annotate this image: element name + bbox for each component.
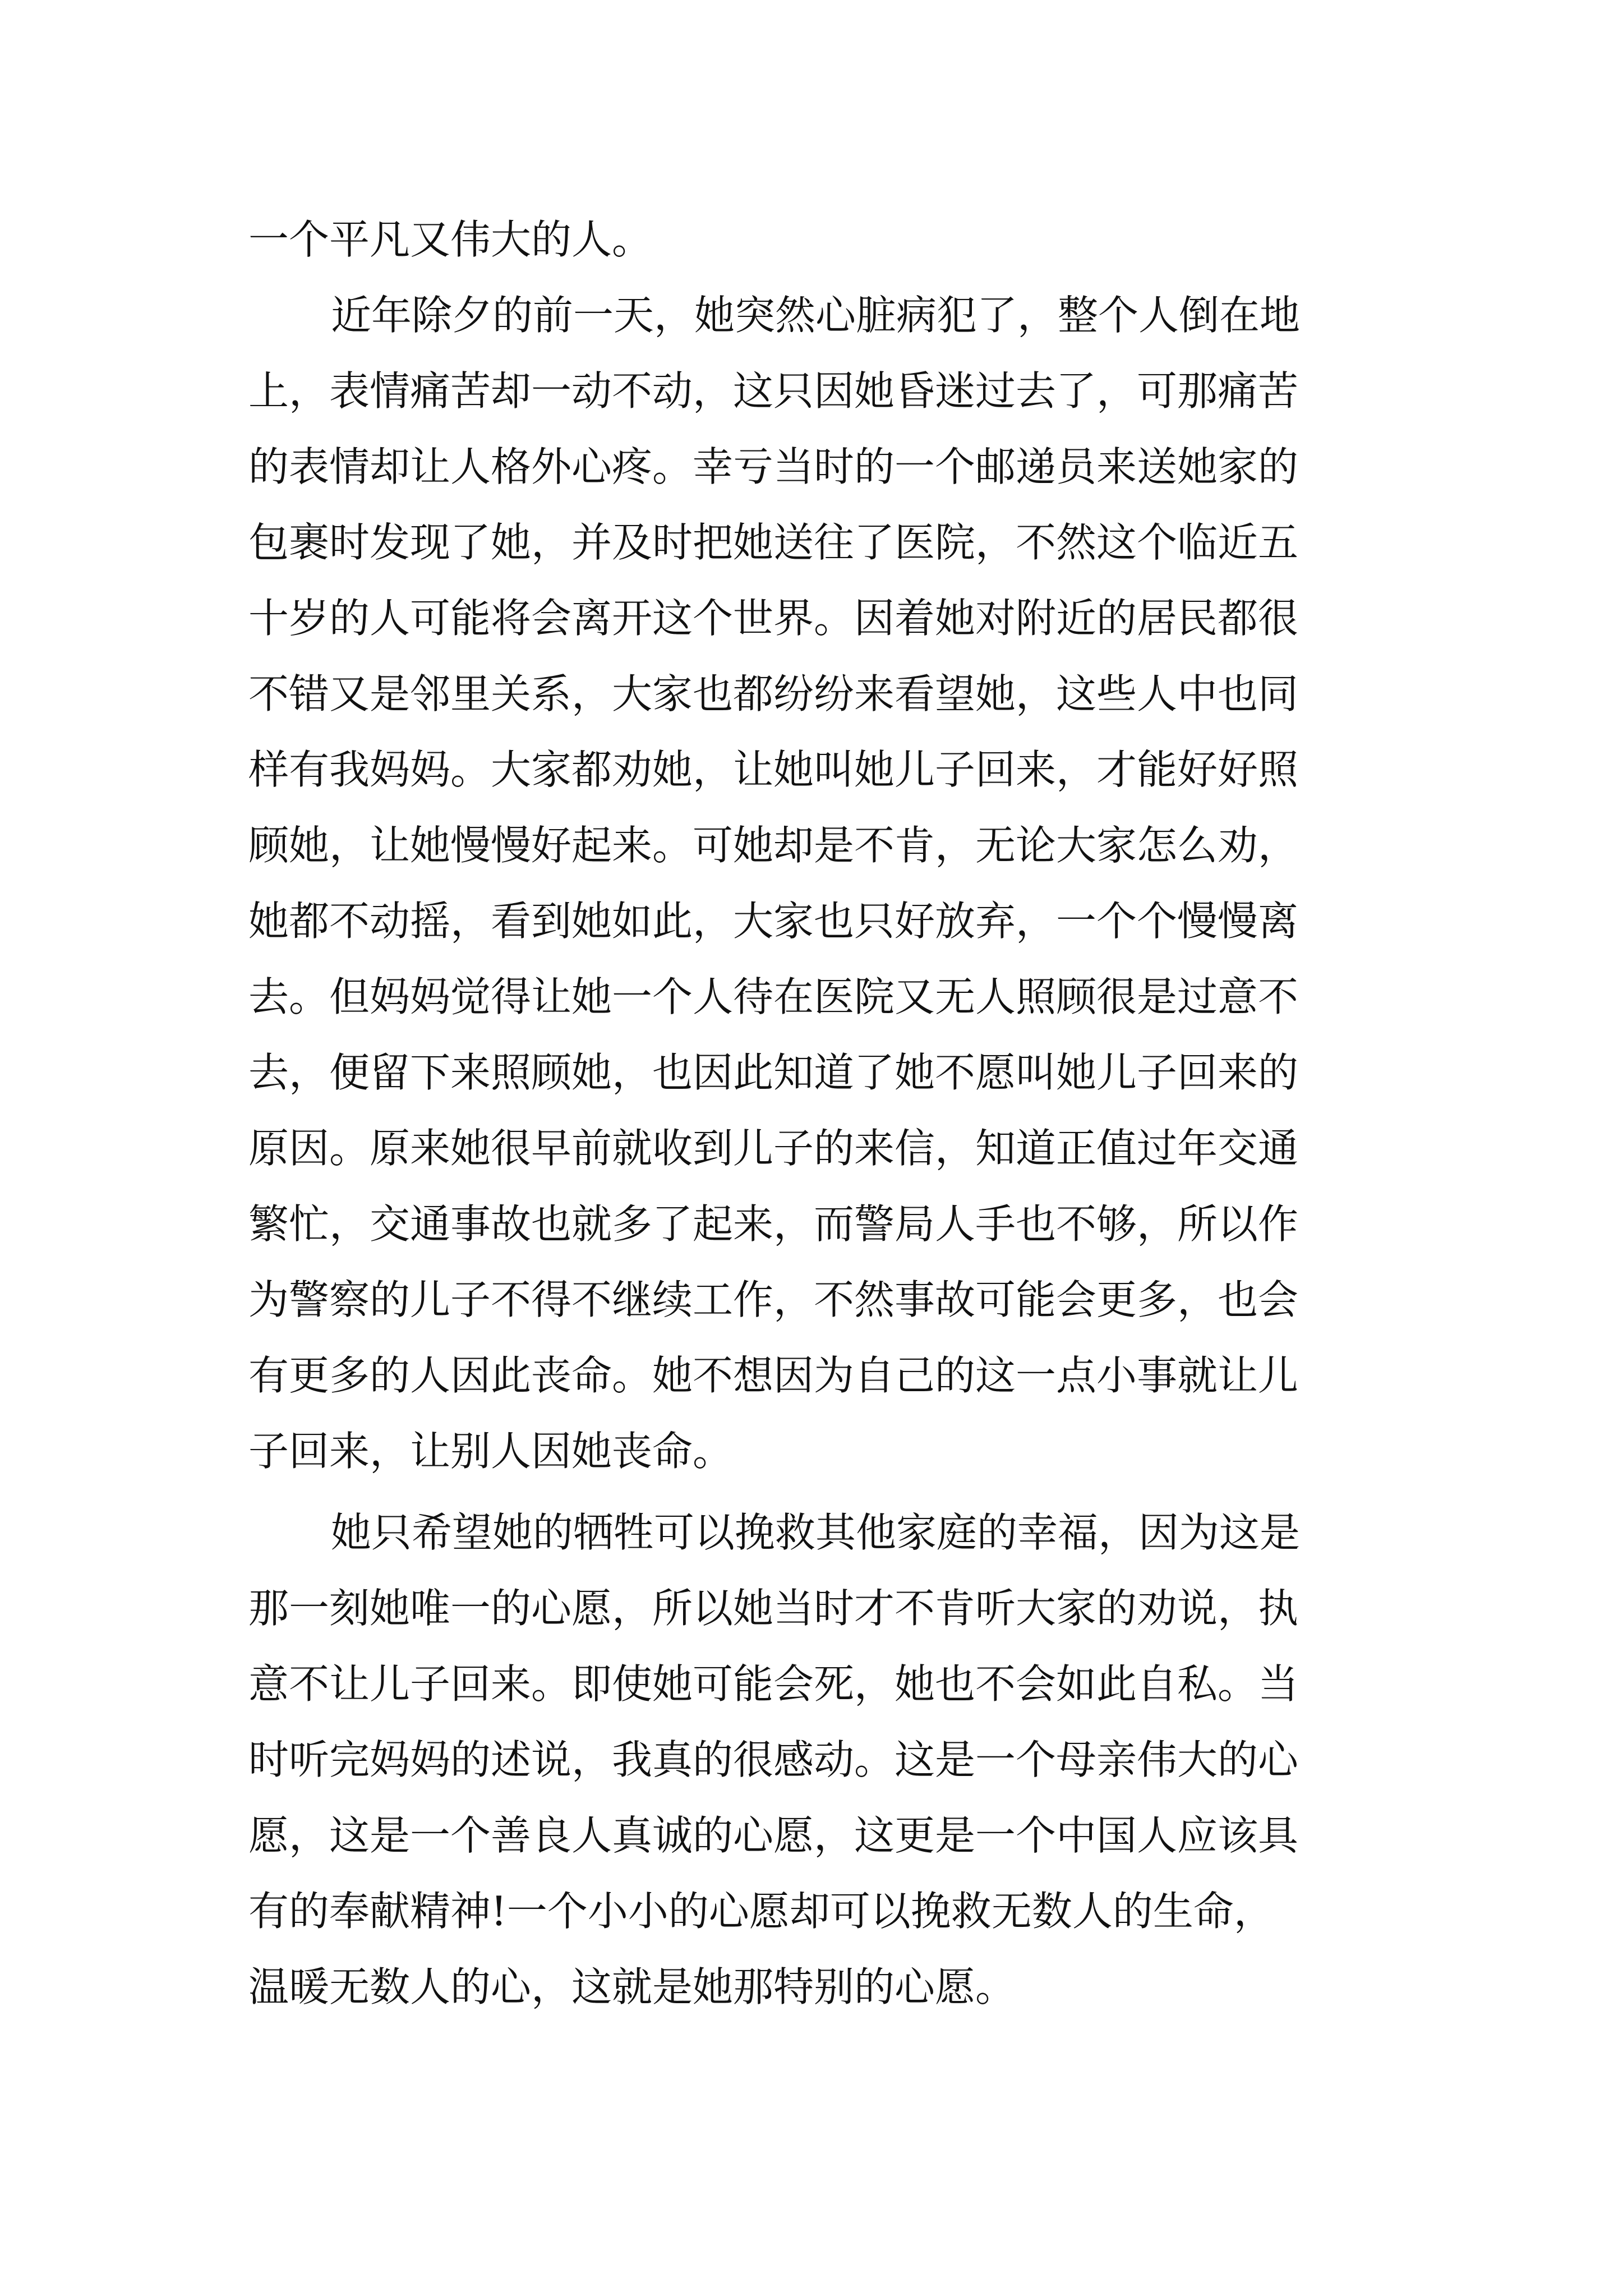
text-line: 有的奉献精神!一个小小的心愿却可以挽救无数人的生命， bbox=[248, 1888, 1274, 1935]
paragraph-gap bbox=[248, 1489, 1395, 1495]
text-line: 子回来，让别人因她丧命。 bbox=[248, 1428, 734, 1475]
paragraph-first-line: 近年除夕的前一天，她突然心脏病犯了，整个人倒在地 bbox=[331, 292, 1301, 339]
text-line: 的表情却让人格外心疼。幸亏当时的一个邮递员来送她家的 bbox=[248, 443, 1299, 490]
text-line: 不错又是邻里关系，大家也都纷纷来看望她，这些人中也同 bbox=[248, 670, 1299, 717]
text-line: 上，表情痛苦却一动不动，这只因她昏迷过去了，可那痛苦 bbox=[248, 367, 1299, 415]
text-line: 去。但妈妈觉得让她一个人待在医院又无人照顾很是过意不 bbox=[248, 973, 1299, 1020]
text-line: 去，便留下来照顾她，也因此知道了她不愿叫她儿子回来的 bbox=[248, 1049, 1299, 1096]
text-line: 包裹时发现了她，并及时把她送往了医院，不然这个临近五 bbox=[248, 519, 1299, 566]
text-line: 为警察的儿子不得不继续工作，不然事故可能会更多，也会 bbox=[248, 1276, 1299, 1323]
text-line: 温暖无数人的心，这就是她那特别的心愿。 bbox=[248, 1963, 1016, 2010]
paragraph-first-line: 她只希望她的牺牲可以挽救其他家庭的幸福，因为这是 bbox=[331, 1509, 1301, 1556]
text-line: 愿，这是一个善良人真诚的心愿，这更是一个中国人应该具 bbox=[248, 1812, 1299, 1859]
text-line: 时听完妈妈的述说，我真的很感动。这是一个母亲伟大的心 bbox=[248, 1736, 1299, 1783]
text-line: 繁忙，交通事故也就多了起来，而警局人手也不够，所以作 bbox=[248, 1200, 1299, 1248]
text-line: 她都不动摇，看到她如此，大家也只好放弃，一个个慢慢离 bbox=[248, 898, 1299, 945]
essay-text bbox=[248, 202, 1395, 2025]
text-line: 意不让儿子回来。即使她可能会死，她也不会如此自私。当 bbox=[248, 1660, 1299, 1708]
text-line: 样有我妈妈。大家都劝她，让她叫她儿子回来，才能好好照 bbox=[248, 746, 1299, 793]
text-line: 那一刻她唯一的心愿，所以她当时才不肯听大家的劝说，执 bbox=[248, 1585, 1299, 1632]
text-line: 十岁的人可能将会离开这个世界。因着她对附近的居民都很 bbox=[248, 595, 1299, 642]
text-line: 顾她，让她慢慢好起来。可她却是不肯，无论大家怎么劝， bbox=[248, 822, 1299, 869]
text-line: 有更多的人因此丧命。她不想因为自己的这一点小事就让儿 bbox=[248, 1352, 1299, 1399]
text-line: 一个平凡又伟大的人。 bbox=[248, 216, 653, 263]
text-line: 原因。原来她很早前就收到儿子的来信，知道正值过年交通 bbox=[248, 1125, 1299, 1172]
